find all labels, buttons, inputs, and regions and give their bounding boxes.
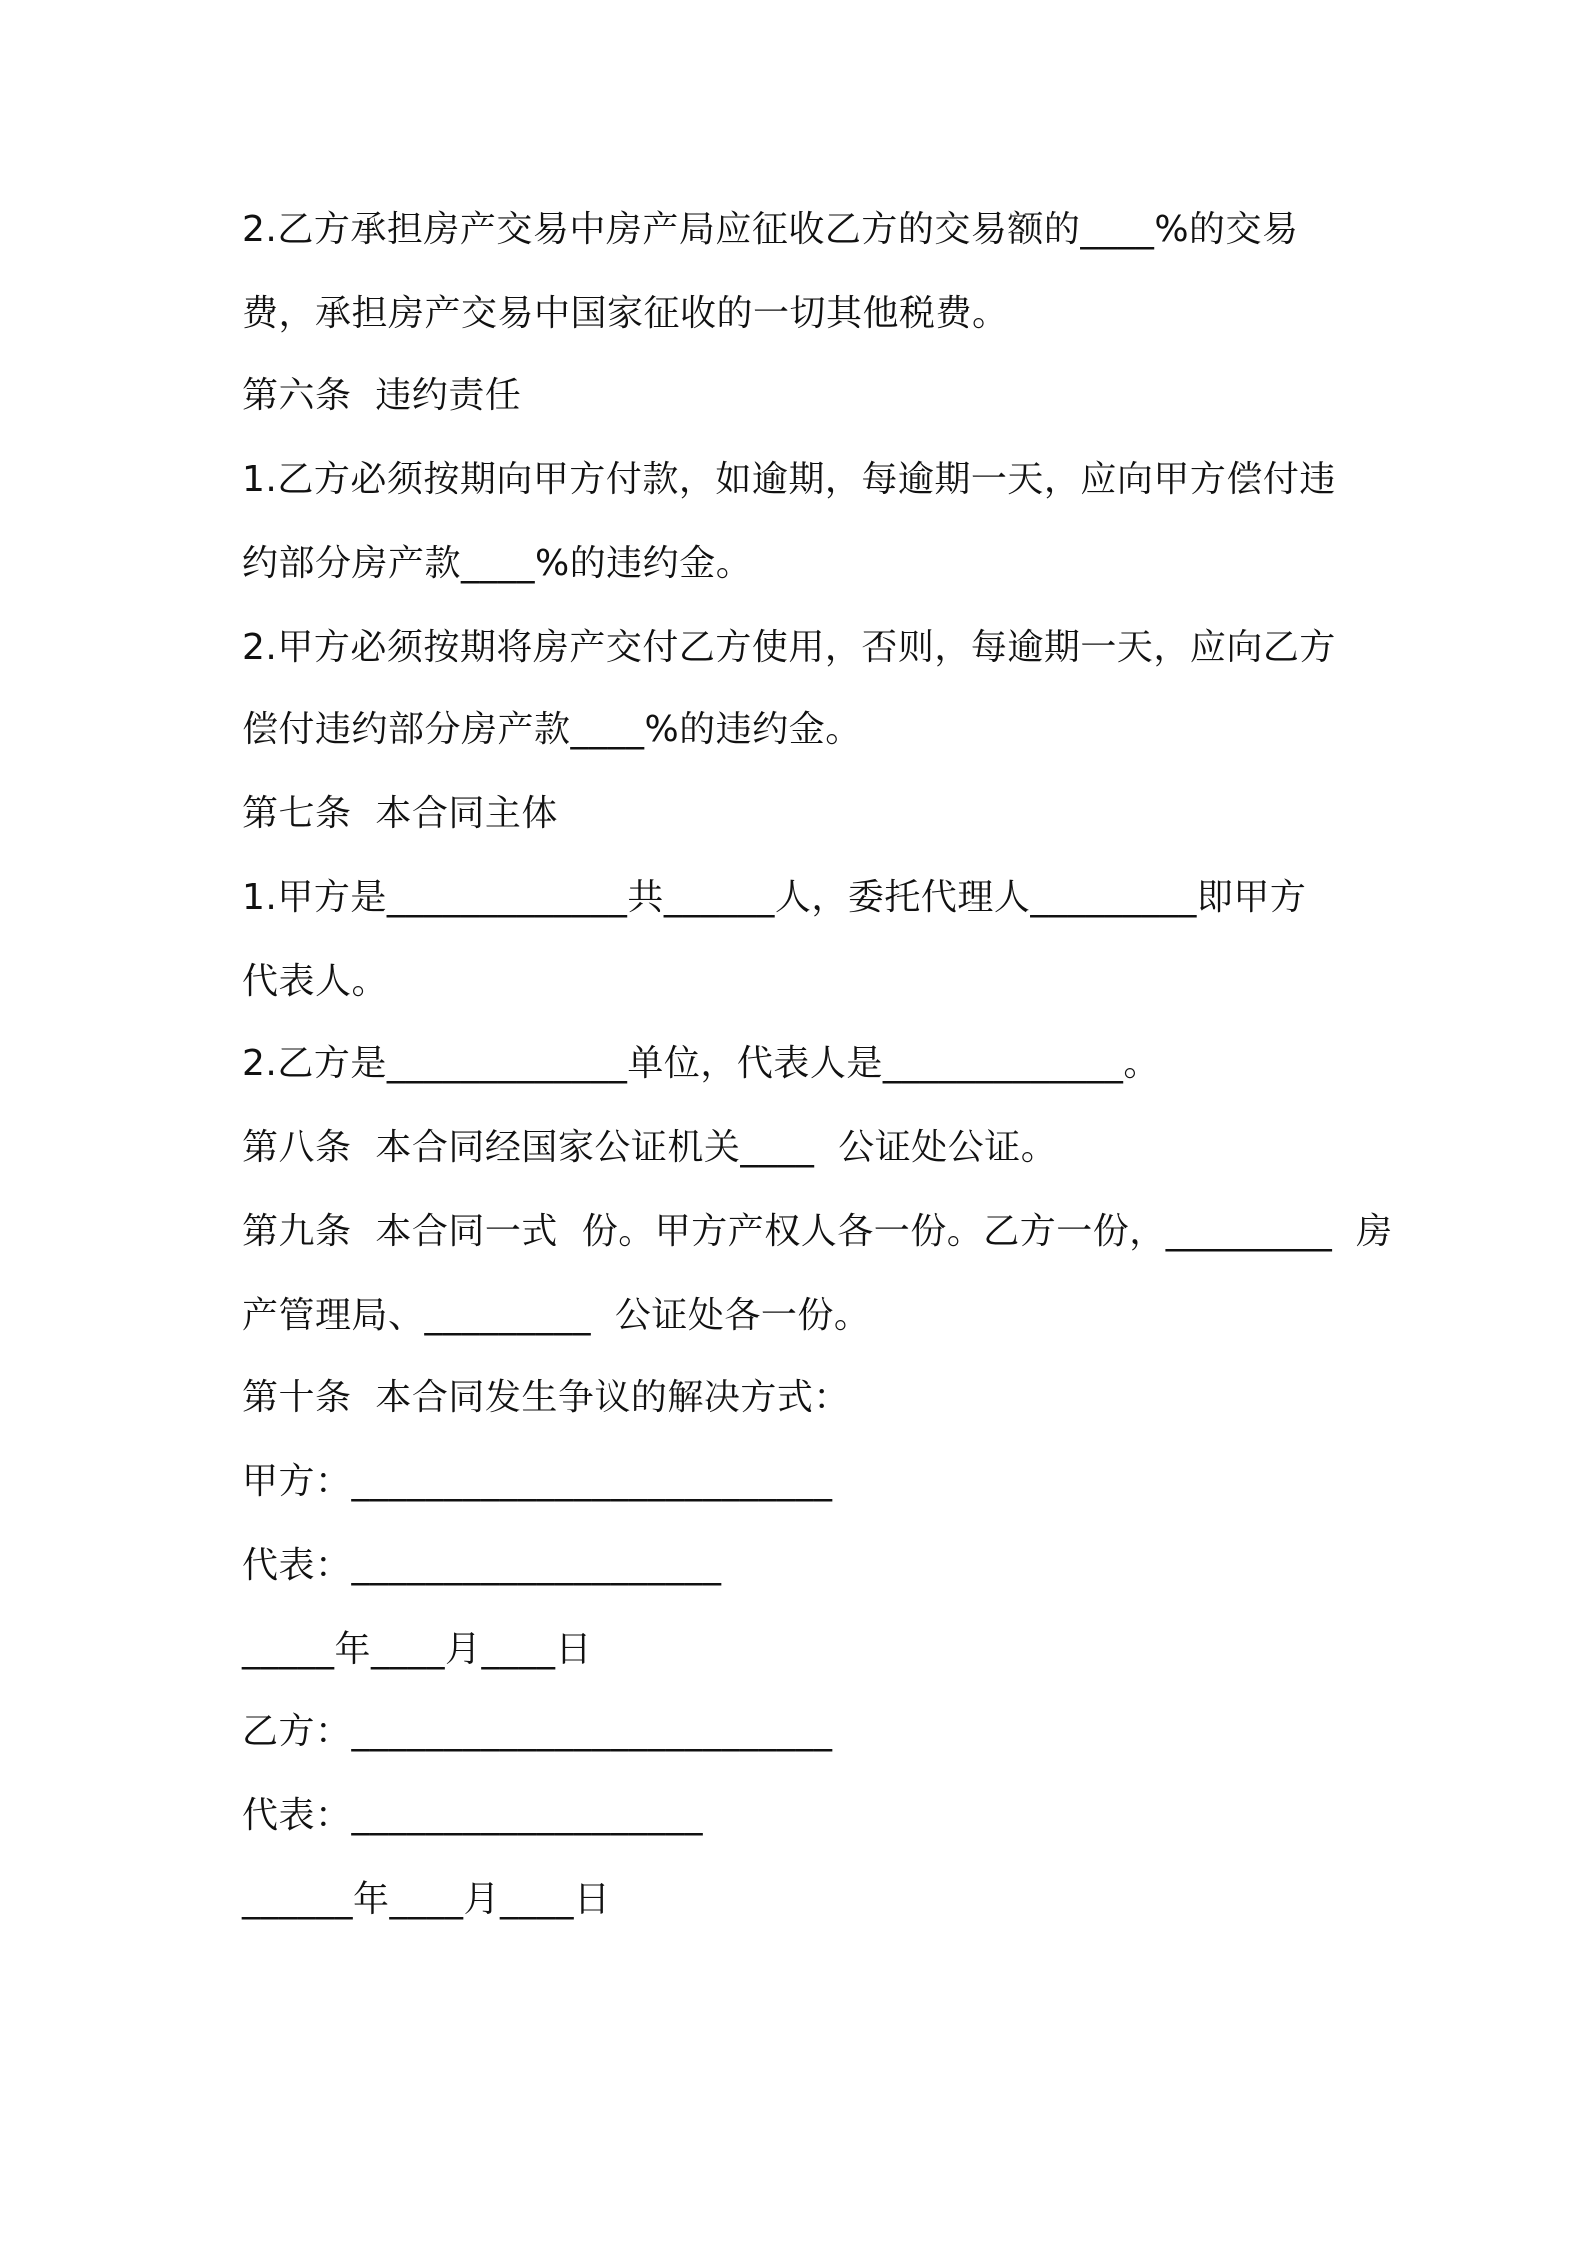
text-line-6: 2.甲方必须按期将房产交付乙方使用，否则，每逾期一天，应向乙方: [242, 627, 1336, 668]
party-a-signature-line: 甲方：__________________________: [242, 1461, 833, 1502]
party-b-signature-line: 乙方：__________________________: [242, 1711, 833, 1752]
section-heading-10: 第十条 本合同发生争议的解决方式：: [242, 1377, 850, 1418]
section-heading-6: 第六条 违约责任: [242, 375, 522, 416]
party-a-date-line: _____年____月____日: [242, 1629, 593, 1670]
party-a-representative-line: 代表：____________________: [242, 1545, 722, 1586]
text-line-1: 2.乙方承担房产交易中房产局应征收乙方的交易额的____%的交易: [242, 209, 1299, 250]
text-line-7: 偿付违约部分房产款____%的违约金。: [242, 709, 862, 750]
text-line-2: 费，承担房产交易中国家征收的一切其他税费。: [242, 293, 1009, 334]
text-line-4: 1.乙方必须按期向甲方付款，如逾期，每逾期一天，应向甲方偿付违: [242, 459, 1336, 500]
section-heading-8: 第八条 本合同经国家公证机关____ 公证处公证。: [242, 1127, 1058, 1168]
section-heading-7: 第七条 本合同主体: [242, 793, 558, 834]
text-line-5: 约部分房产款____%的违约金。: [242, 543, 753, 584]
text-line-10: 代表人。: [242, 961, 389, 1002]
party-b-date-line: ______年____月____日: [242, 1879, 611, 1920]
text-line-9: 1.甲方是_____________共______人，委托代理人_________即甲方: [242, 877, 1307, 918]
text-line-11: 2.乙方是_____________单位，代表人是_____________。: [242, 1043, 1160, 1084]
party-b-representative-line: 代表：___________________: [242, 1795, 704, 1836]
section-heading-9: 第九条 本合同一式 份。甲方产权人各一份。乙方一份，_________ 房: [242, 1211, 1393, 1252]
text-line-14: 产管理局、_________ 公证处各一份。: [242, 1295, 871, 1336]
